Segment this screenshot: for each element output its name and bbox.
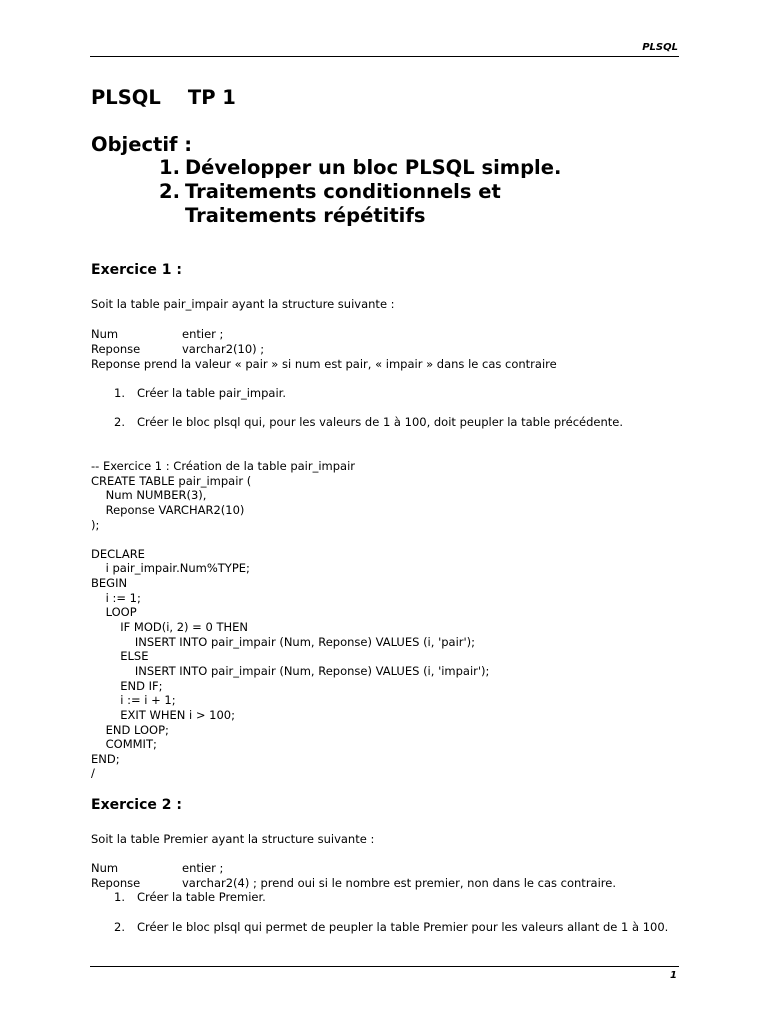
code-line: INSERT INTO pair_impair (Num, Reponse) VALUES (i, 'impair'); <box>91 663 490 678</box>
code-line: CREATE TABLE pair_impair ( <box>91 473 252 488</box>
code-line: Reponse VARCHAR2(10) <box>91 502 245 517</box>
code-line: ELSE <box>91 649 149 664</box>
field-name: Reponse <box>91 876 141 890</box>
field-type: entier ; <box>182 327 224 341</box>
code-line: i := i + 1; <box>91 693 176 708</box>
task-text: Créer le bloc plsql qui, pour les valeurs de 1 à 100, doit peupler la table précédente. <box>137 415 624 429</box>
code-line: EXIT WHEN i > 100; <box>91 707 235 722</box>
field-definition <box>91 327 223 342</box>
exercise-2-title: Exercice 2 : <box>91 797 182 813</box>
exercise-1-title: Exercice 1 : <box>91 262 182 278</box>
header-rule <box>90 56 679 57</box>
field-type: varchar2(10) ; <box>182 342 265 356</box>
page-title <box>91 86 236 109</box>
objective-list <box>159 156 629 228</box>
field-definition <box>91 342 264 357</box>
task-item <box>114 415 623 430</box>
code-line: DECLARE <box>91 546 145 561</box>
field-name: Num <box>91 861 119 875</box>
field-definition <box>91 876 616 891</box>
task-number: 2. <box>114 920 125 934</box>
task-item <box>114 386 286 401</box>
task-number: 1. <box>114 890 125 904</box>
field-definition <box>91 861 223 876</box>
code-line: LOOP <box>91 605 137 620</box>
objective-label: Objectif : <box>91 133 193 156</box>
field-type: entier ; <box>182 861 224 875</box>
objective-item <box>159 180 629 228</box>
code-block <box>91 459 489 781</box>
page-number: 1 <box>670 970 677 981</box>
task-text: Créer le bloc plsql qui permet de peupler la table Premier pour les valeurs allant de 1 à 100. <box>137 920 669 934</box>
task-item <box>114 920 668 935</box>
exercise-1-note: Reponse prend la valeur « pair » si num est pair, « impair » dans le cas contraire <box>91 357 557 371</box>
course-name: PLSQL <box>91 86 161 109</box>
field-type: varchar2(4) ; prend oui si le nombre est premier, non dans le cas contraire. <box>182 876 616 890</box>
code-line: COMMIT; <box>91 737 157 752</box>
code-line: INSERT INTO pair_impair (Num, Reponse) VALUES (i, 'pair'); <box>91 634 476 649</box>
code-line: -- Exercice 1 : Création de la table pair_impair <box>91 459 356 473</box>
task-text: Créer la table pair_impair. <box>137 386 287 400</box>
task-number: 2. <box>114 415 125 429</box>
code-line: Num NUMBER(3), <box>91 488 207 503</box>
task-text: Créer la table Premier. <box>137 890 266 904</box>
code-line: END; <box>91 751 120 766</box>
running-header: PLSQL <box>642 42 678 53</box>
code-line: / <box>91 766 95 781</box>
objective-number: 2. <box>159 180 180 203</box>
code-line: IF MOD(i, 2) = 0 THEN <box>91 620 248 635</box>
code-line <box>91 532 489 547</box>
task-item <box>114 890 266 905</box>
tp-label: TP 1 <box>187 86 236 109</box>
code-line: END IF; <box>91 678 163 693</box>
footer-rule <box>90 966 679 967</box>
task-number: 1. <box>114 386 125 400</box>
code-line: END LOOP; <box>91 722 169 737</box>
exercise-2-intro: Soit la table Premier ayant la structure suivante : <box>91 832 375 846</box>
objective-item <box>159 156 629 180</box>
field-name: Num <box>91 327 119 341</box>
objective-number: 1. <box>159 156 180 179</box>
code-line: ); <box>91 517 100 532</box>
field-name: Reponse <box>91 342 141 356</box>
code-line: i pair_impair.Num%TYPE; <box>91 561 250 576</box>
code-line: BEGIN <box>91 576 128 591</box>
objective-text: Traitements conditionnels et Traitements répétitifs <box>185 180 501 227</box>
code-line: i := 1; <box>91 590 141 605</box>
objective-text: Développer un bloc PLSQL simple. <box>185 156 562 179</box>
exercise-1-intro: Soit la table pair_impair ayant la structure suivante : <box>91 297 395 311</box>
